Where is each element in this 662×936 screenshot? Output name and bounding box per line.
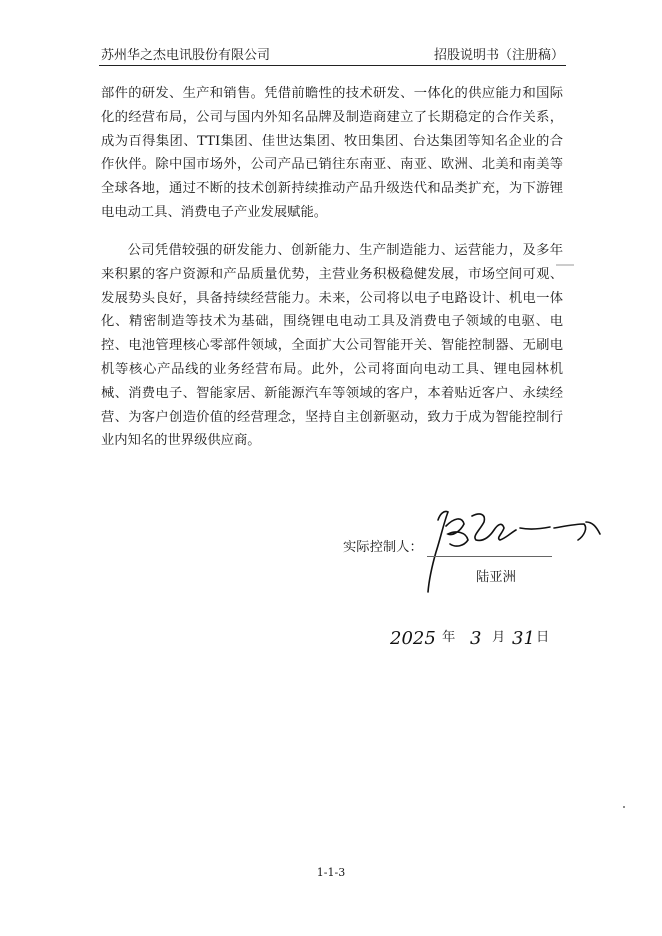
margin-mark: [555, 263, 575, 267]
header-company-name: 苏州华之杰电讯股份有限公司: [101, 48, 271, 63]
day-label: 日: [536, 630, 550, 645]
handwritten-day: [510, 622, 538, 652]
body-paragraph-2: [101, 239, 563, 453]
signature-label: 实际控制人：: [343, 540, 423, 555]
page-number: 1-1-3: [316, 866, 346, 879]
paragraph-text: 部件的研发、生产和销售。凭借前瞻性的技术研发、一体化的供应能力和国际化的经营布局，公司与国内外知名品牌及制造商建立了长期稳定的合作关系，成为百得集团、TTI集团、佳世达集团、牧田集团、台达集团等知名企业的合作伙伴。除中国市场外，公司产品已销往东南亚、南亚、欧洲、北美和南美等全球各地，通过不断的技术创新持续推动产品升级迭代和品类扩充，为下游锂电电动工具、消费电子产业发展赋能。: [101, 86, 563, 220]
header-divider: [99, 65, 566, 66]
paragraph-text: 公司凭借较强的研发能力、创新能力、生产制造能力、运营能力，及多年来积累的客户资源和产品质量优势，主营业务积极稳健发展，市场空间可观、发展势头良好，具备持续经营能力。未来，公司将以电子电路设计、机电一体化、精密制造等技术为基础，围绕锂电电动工具及消费电子领域的电驱、电控、电池管理核心零部件领域，全面扩大公司智能开关、智能控制器、无刷电机等核心产品线的业务经营布局。此外，公司将面向电动工具、锂电园林机械、消费电子、智能家居、新能源汽车等领域的客户，本着贴近客户、永续经营、为客户创造价值的经营理念，坚持自主创新驱动，致力于成为智能控制行业内知名的世界级供应商。: [101, 243, 563, 449]
year-label: 年: [442, 630, 456, 645]
month-text: 3: [470, 628, 482, 649]
handwritten-year: [388, 622, 438, 652]
day-text: 31: [512, 628, 535, 649]
month-label: 月: [492, 630, 506, 645]
signature-date: [388, 622, 558, 656]
signatory-name: 陆亚洲: [476, 570, 516, 585]
handwritten-month: [466, 622, 494, 652]
body-paragraph-1: [101, 82, 563, 225]
year-text: 2025: [390, 628, 436, 649]
header-document-title: 招股说明书（注册稿）: [433, 48, 564, 63]
signature-line: [427, 556, 552, 557]
stray-dot: [622, 805, 626, 809]
